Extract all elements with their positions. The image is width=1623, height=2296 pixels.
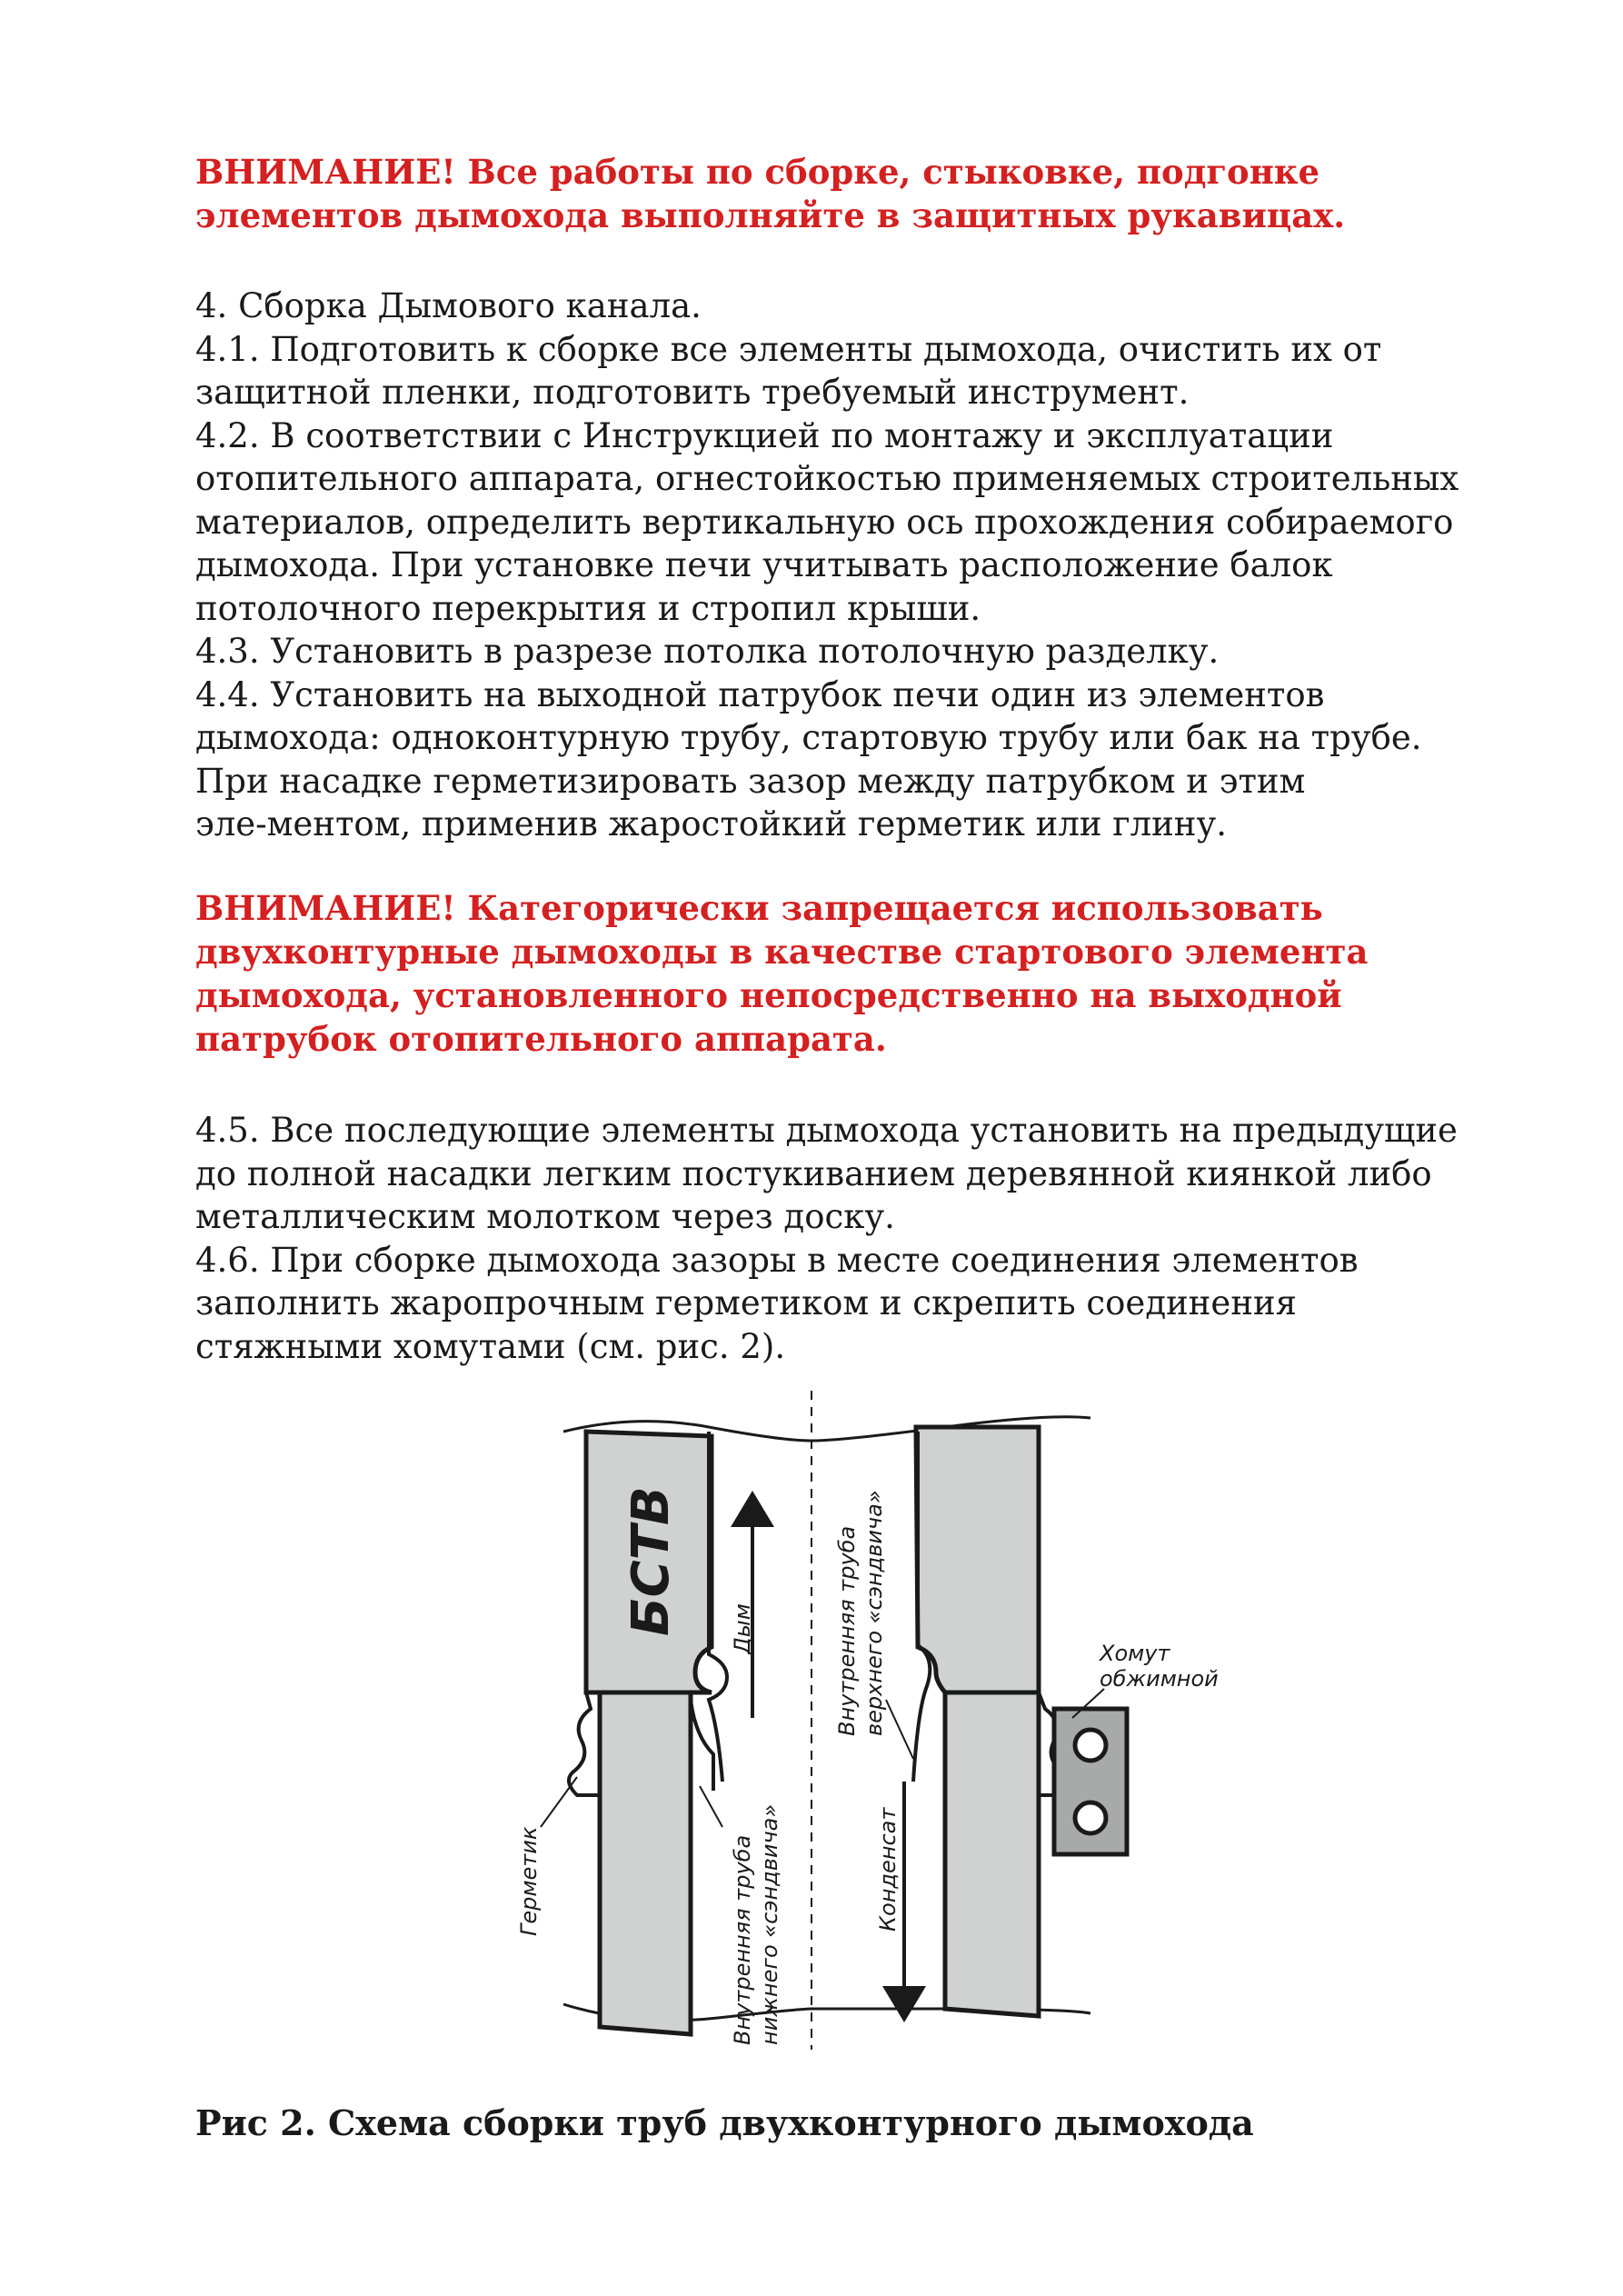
inner-upper-label-2: верхнего «сэндвича» bbox=[861, 1490, 887, 1736]
paragraph-line: дымохода. При установке печи учитывать расположение балок bbox=[195, 545, 1333, 584]
paragraph-line: При насадке герметизировать зазор между патрубком и этим bbox=[195, 761, 1306, 801]
inner-lower-label-1: Внутренняя труба bbox=[730, 1834, 755, 2045]
right-upper-outer-pipe bbox=[916, 1427, 1039, 1692]
inner-lower-leader bbox=[700, 1786, 722, 1827]
clamp-label-2: обжимной bbox=[1100, 1666, 1219, 1692]
paragraph-line: 4.3. Установить в разрезе потолка потолочную разделку. bbox=[195, 632, 1220, 671]
clamp-bolt-hole bbox=[1075, 1802, 1106, 1833]
paragraph-line: 4.2. В соответствии с Инструкцией по монтажу и эксплуатации bbox=[195, 415, 1334, 455]
paragraph-line: 4.4. Установить на выходной патрубок печи один из элементов bbox=[195, 674, 1325, 714]
inner-upper-leader bbox=[886, 1700, 913, 1759]
smoke-label: Дым bbox=[730, 1603, 755, 1654]
right-lower-outer-pipe bbox=[945, 1692, 1039, 2016]
paragraph-line: эле-ментом, применив жаростойкий герметик или глину. bbox=[195, 804, 1227, 844]
paragraph-line: потолочного перекрытия и стропил крыши. bbox=[195, 588, 981, 628]
paragraph-line: защитной пленки, подготовить требуемый инструмент. bbox=[195, 373, 1190, 412]
paragraph-line: стяжными хомутами (см. рис. 2). bbox=[195, 1326, 786, 1366]
sealant-leader bbox=[541, 1777, 577, 1827]
paragraph-line: материалов, определить вертикальную ось прохождения собираемого bbox=[195, 502, 1454, 542]
paragraph-line: до полной насадки легким постукиванием деревянной киянкой либо bbox=[195, 1153, 1432, 1193]
paragraph-line: отопительного аппарата, огнестойкостью применяемых строительных bbox=[195, 459, 1459, 498]
sealant-label: Герметик bbox=[516, 1826, 542, 1936]
paragraph-line: 4.1. Подготовить к сборке все элементы дымохода, очистить их от bbox=[195, 329, 1382, 369]
condensate-label: Конденсат bbox=[875, 1807, 901, 1932]
warning-line: двухконтурные дымоходы в качестве стартового элемента bbox=[195, 932, 1369, 972]
clamp-bolt-hole bbox=[1075, 1730, 1106, 1761]
clamp-label-1: Хомут bbox=[1100, 1641, 1170, 1666]
left-lower-outer-pipe bbox=[600, 1692, 691, 2034]
warning-line: ВНИМАНИЕ! Категорически запрещается использовать bbox=[195, 888, 1323, 928]
left-seal-detail bbox=[569, 1692, 600, 1795]
paragraph-line: металлическим молотком через доску. bbox=[195, 1197, 895, 1236]
inner-upper-label-1: Внутренняя труба bbox=[834, 1525, 860, 1736]
warning-line: ВНИМАНИЕ! Все работы по сборке, стыковке, подгонке bbox=[195, 152, 1320, 192]
paragraph-line: 4.5. Все последующие элементы дымохода установить на предыдущие bbox=[195, 1111, 1458, 1150]
figure-caption: Рис 2. Схема сборки труб двухконтурного дымохода bbox=[195, 2102, 1254, 2143]
paragraph-line: 4.6. При сборке дымохода зазоры в месте соединения элементов bbox=[195, 1240, 1359, 1280]
warning-line: патрубок отопительного аппарата. bbox=[195, 1019, 887, 1059]
paragraph-line: дымохода: одноконтурную трубу, стартовую трубу или бак на трубе. bbox=[195, 718, 1422, 757]
bstv-label: БСТВ bbox=[622, 1486, 681, 1636]
warning-line: дымохода, установленного непосредственно на выходной bbox=[195, 975, 1342, 1015]
warning-line: элементов дымохода выполняйте в защитных рукавицах. bbox=[195, 195, 1346, 235]
section-heading: 4. Сборка Дымового канала. bbox=[195, 286, 702, 325]
inner-lower-label-2: нижнего «сэндвича» bbox=[757, 1803, 782, 2045]
paragraph-line: заполнить жаропрочным герметиком и скрепить соединения bbox=[195, 1283, 1297, 1323]
